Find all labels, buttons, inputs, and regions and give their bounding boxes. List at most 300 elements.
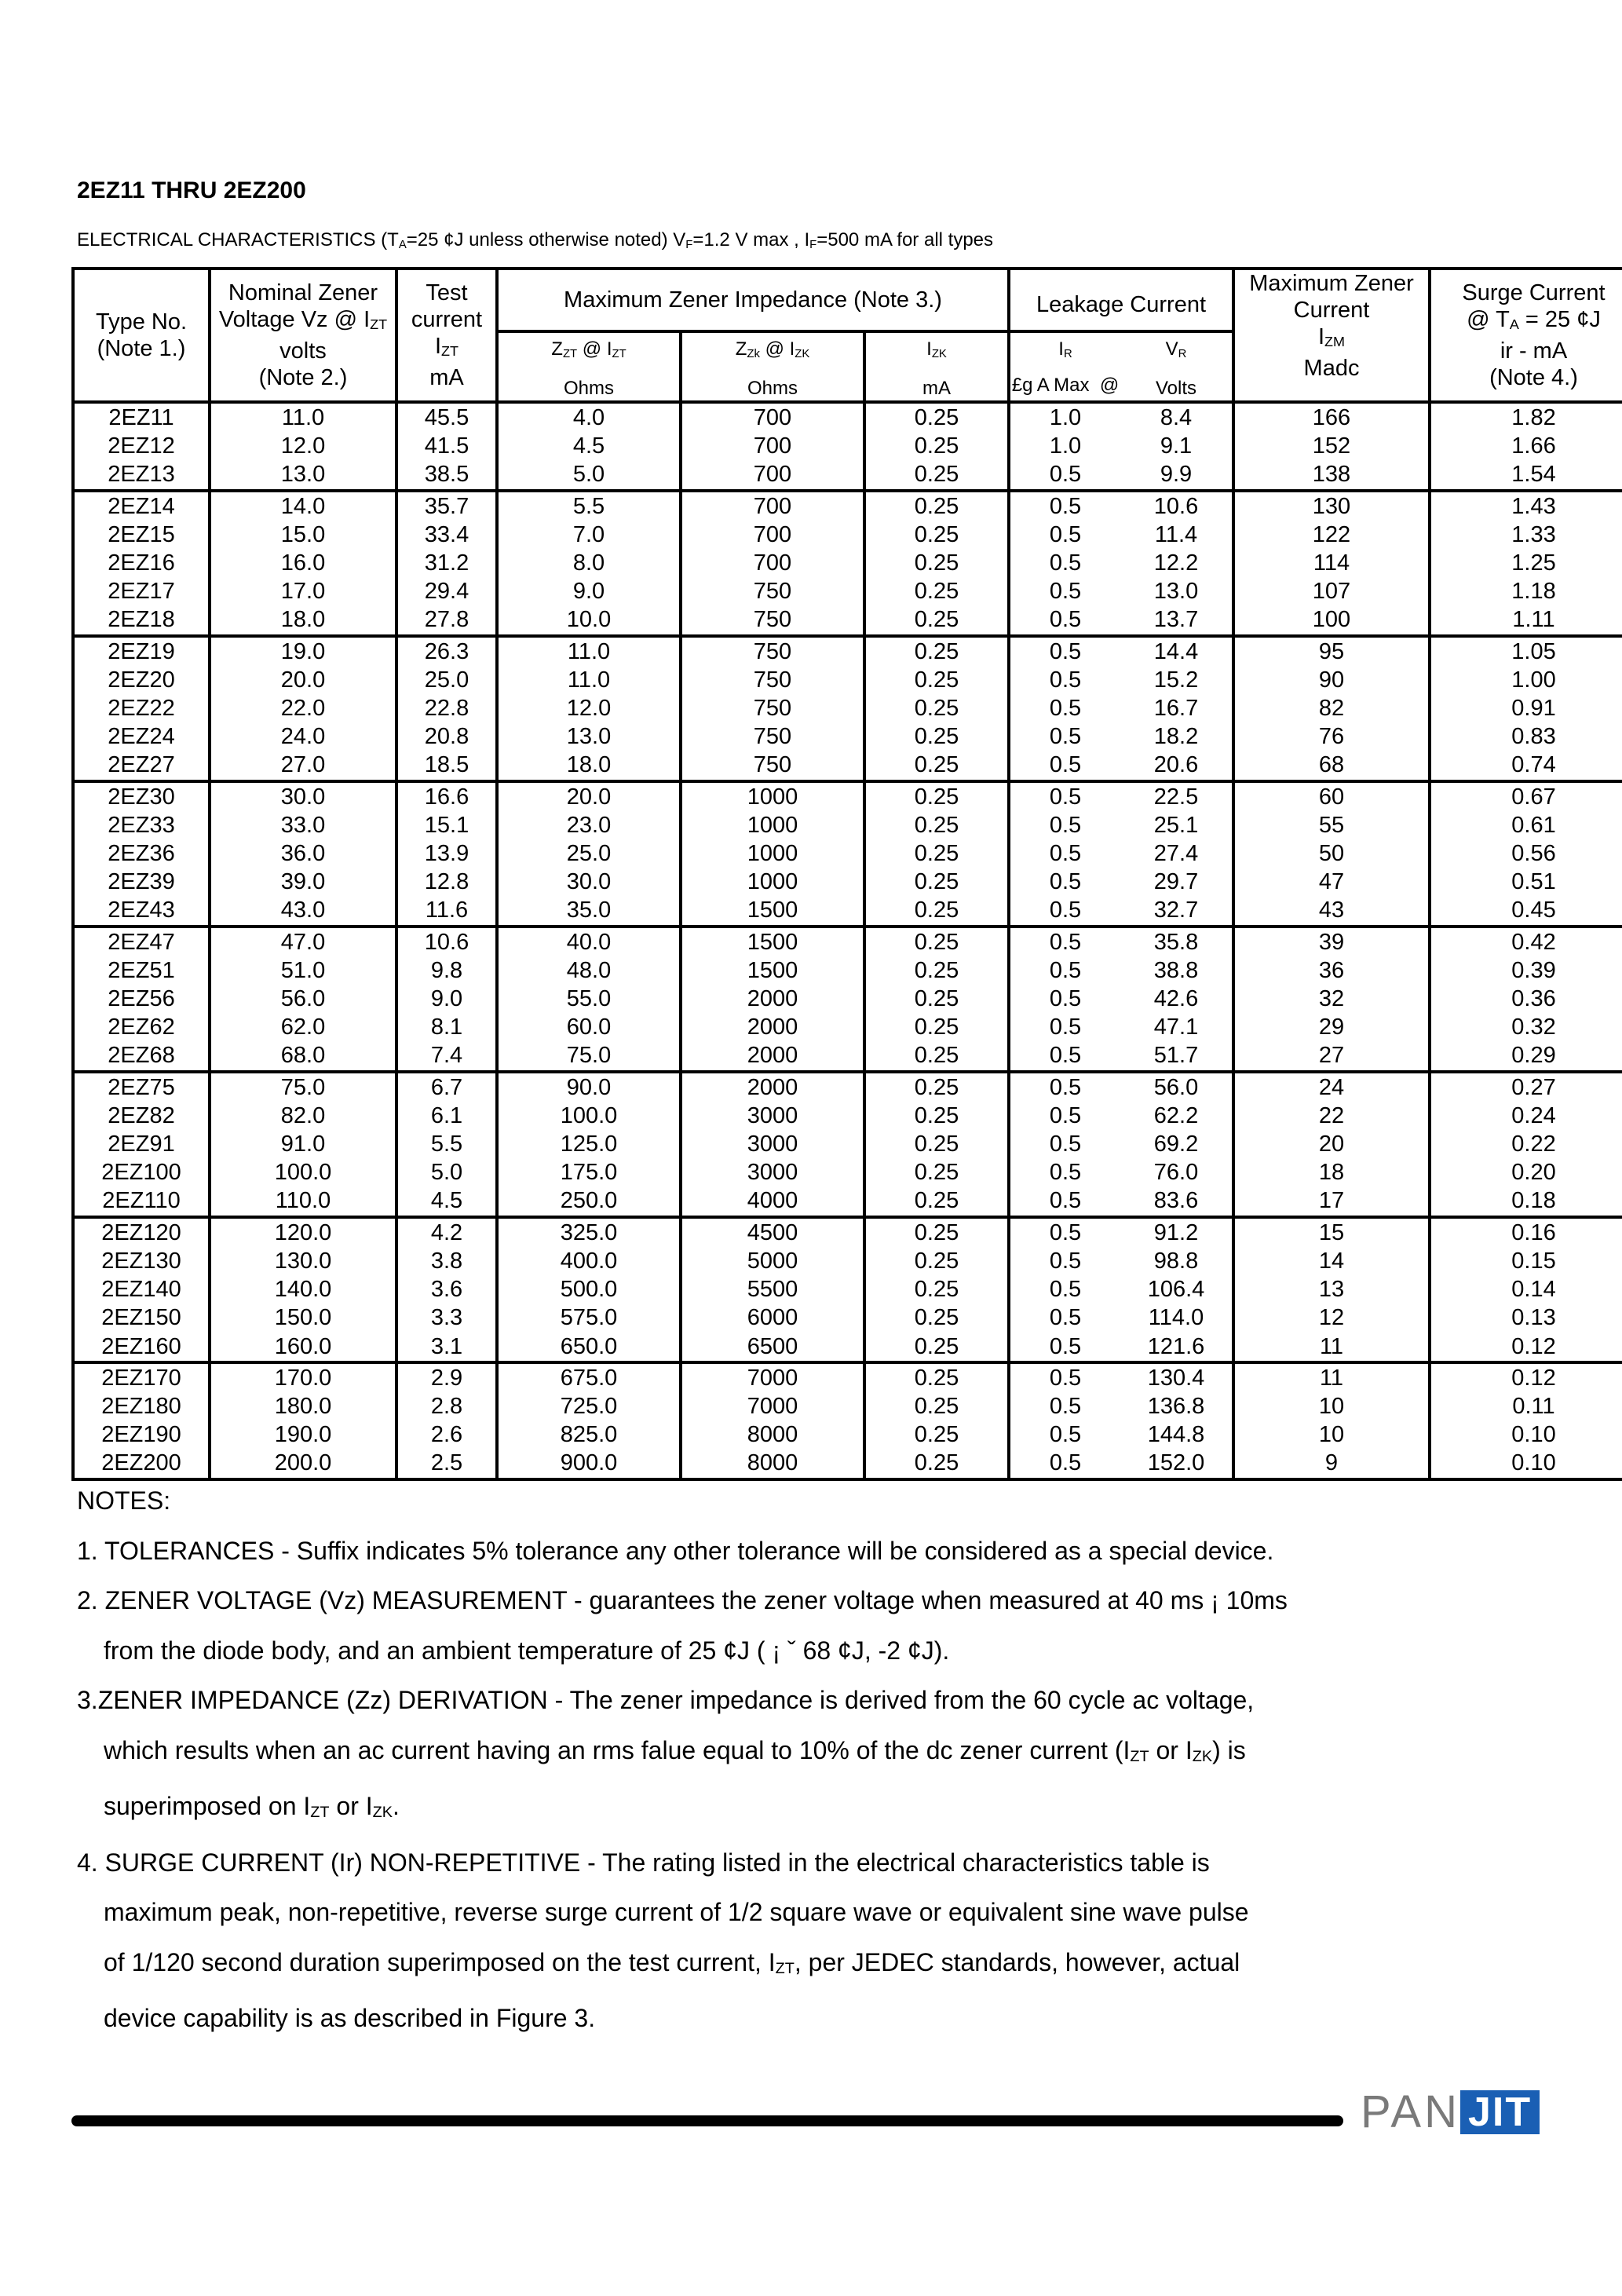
cell-zzt: 7.0 xyxy=(497,521,681,549)
page-title: 2EZ11 THRU 2EZ200 xyxy=(77,177,306,203)
cell-zzk: 1000 xyxy=(681,868,864,896)
cell-zzt: 725.0 xyxy=(497,1392,681,1420)
logo-jit-text: JIT xyxy=(1460,2090,1540,2134)
table-row xyxy=(73,1449,1622,1479)
cell-nominal-voltage: 17.0 xyxy=(210,577,396,605)
cell-test-current: 27.8 xyxy=(396,605,497,635)
cell-ir: 0.5 xyxy=(1009,927,1120,956)
cell-test-current: 3.8 xyxy=(396,1247,497,1275)
cell-nominal-voltage: 180.0 xyxy=(210,1392,396,1420)
cell-izm: 60 xyxy=(1233,781,1430,811)
cell-surge-current: 0.15 xyxy=(1430,1247,1622,1275)
cell-surge-current: 1.33 xyxy=(1430,521,1622,549)
cell-ir: 0.5 xyxy=(1009,839,1120,868)
cell-zzk: 750 xyxy=(681,722,864,751)
cell-nominal-voltage: 51.0 xyxy=(210,956,396,985)
cell-zzk: 5500 xyxy=(681,1275,864,1303)
table-row xyxy=(73,521,1622,549)
cell-zzt: 75.0 xyxy=(497,1041,681,1071)
cell-zzk: 1500 xyxy=(681,956,864,985)
cell-type-no: 2EZ120 xyxy=(73,1217,210,1247)
cell-izk: 0.25 xyxy=(864,956,1009,985)
cell-test-current: 3.1 xyxy=(396,1333,497,1362)
cell-izm: 9 xyxy=(1233,1449,1430,1479)
cell-zzk: 3000 xyxy=(681,1158,864,1186)
cell-izm: 22 xyxy=(1233,1102,1430,1130)
cell-izk: 0.25 xyxy=(864,1362,1009,1392)
cell-zzt: 11.0 xyxy=(497,666,681,694)
cell-test-current: 10.6 xyxy=(396,927,497,956)
cell-test-current: 41.5 xyxy=(396,432,497,460)
cell-izm: 11 xyxy=(1233,1362,1430,1392)
cell-izk: 0.25 xyxy=(864,1420,1009,1449)
table-row xyxy=(73,432,1622,460)
cell-ir: 0.5 xyxy=(1009,1247,1120,1275)
cell-vr: 18.2 xyxy=(1120,722,1233,751)
table-row xyxy=(73,722,1622,751)
cell-test-current: 13.9 xyxy=(396,839,497,868)
cell-izm: 55 xyxy=(1233,811,1430,839)
cell-izm: 36 xyxy=(1233,956,1430,985)
cell-surge-current: 1.82 xyxy=(1430,402,1622,432)
cell-zzk: 1500 xyxy=(681,927,864,956)
cell-test-current: 25.0 xyxy=(396,666,497,694)
cell-zzk: 6500 xyxy=(681,1333,864,1362)
cell-izm: 27 xyxy=(1233,1041,1430,1071)
cell-zzk: 1000 xyxy=(681,781,864,811)
cell-vr: 10.6 xyxy=(1120,491,1233,521)
cell-test-current: 18.5 xyxy=(396,751,497,781)
cell-surge-current: 1.54 xyxy=(1430,460,1622,490)
cell-izm: 100 xyxy=(1233,605,1430,635)
cell-ir: 0.5 xyxy=(1009,1072,1120,1102)
cell-test-current: 38.5 xyxy=(396,460,497,490)
table-row xyxy=(73,811,1622,839)
cell-test-current: 9.0 xyxy=(396,985,497,1013)
cell-type-no: 2EZ36 xyxy=(73,839,210,868)
cell-izm: 10 xyxy=(1233,1420,1430,1449)
cell-surge-current: 0.39 xyxy=(1430,956,1622,985)
table-row xyxy=(73,636,1622,666)
cell-ir: 0.5 xyxy=(1009,985,1120,1013)
cell-zzk: 2000 xyxy=(681,1072,864,1102)
cell-test-current: 3.3 xyxy=(396,1303,497,1332)
cell-surge-current: 0.67 xyxy=(1430,781,1622,811)
cell-vr: 13.7 xyxy=(1120,605,1233,635)
cell-zzt: 30.0 xyxy=(497,868,681,896)
header-type-no: Type No. (Note 1.) xyxy=(73,269,210,402)
cell-zzt: 4.5 xyxy=(497,432,681,460)
note-2-line-2: from the diode body, and an ambient temperature of 25 ¢J ( ¡ ˇ 68 ¢J, -2 ¢J). xyxy=(104,1636,950,1665)
table-row xyxy=(73,1041,1622,1071)
cell-test-current: 7.4 xyxy=(396,1041,497,1071)
cell-izk: 0.25 xyxy=(864,521,1009,549)
cell-izm: 50 xyxy=(1233,839,1430,868)
cell-type-no: 2EZ170 xyxy=(73,1362,210,1392)
cell-zzk: 750 xyxy=(681,751,864,781)
cell-izk: 0.25 xyxy=(864,896,1009,926)
cell-nominal-voltage: 110.0 xyxy=(210,1186,396,1216)
cell-zzk: 2000 xyxy=(681,1041,864,1071)
cell-nominal-voltage: 56.0 xyxy=(210,985,396,1013)
cell-izk: 0.25 xyxy=(864,666,1009,694)
note-4-line-4: device capability is as described in Figure 3. xyxy=(104,2004,596,2032)
electrical-characteristics-table xyxy=(71,267,1622,1481)
note-1: 1. TOLERANCES - Suffix indicates 5% tolerance any other tolerance will be considered as a special device. xyxy=(77,1536,1274,1565)
cell-ir: 0.5 xyxy=(1009,1275,1120,1303)
cell-izk: 0.25 xyxy=(864,1130,1009,1158)
cell-nominal-voltage: 130.0 xyxy=(210,1247,396,1275)
cell-zzt: 48.0 xyxy=(497,956,681,985)
cell-izk: 0.25 xyxy=(864,751,1009,781)
cell-izm: 114 xyxy=(1233,549,1430,577)
cell-nominal-voltage: 13.0 xyxy=(210,460,396,490)
cell-zzk: 7000 xyxy=(681,1392,864,1420)
cell-zzt: 650.0 xyxy=(497,1333,681,1362)
cell-vr: 83.6 xyxy=(1120,1186,1233,1216)
cell-nominal-voltage: 160.0 xyxy=(210,1333,396,1362)
cell-vr: 12.2 xyxy=(1120,549,1233,577)
cell-type-no: 2EZ82 xyxy=(73,1102,210,1130)
logo-pan-text: PAN xyxy=(1361,2086,1460,2137)
note-3-line-3: superimposed on $I_{ZT}$ or $I_{ZK}$. xyxy=(104,1792,400,1821)
table-row xyxy=(73,605,1622,635)
cell-izm: 95 xyxy=(1233,636,1430,666)
cell-ir: 0.5 xyxy=(1009,1449,1120,1479)
cell-test-current: 35.7 xyxy=(396,491,497,521)
note-4-line-1: 4. SURGE CURRENT (Ir) NON-REPETITIVE - The rating listed in the electrical characteristics table is xyxy=(77,1848,1210,1877)
cell-type-no: 2EZ24 xyxy=(73,722,210,751)
cell-test-current: 6.1 xyxy=(396,1102,497,1130)
cell-test-current: 12.8 xyxy=(396,868,497,896)
table-row xyxy=(73,491,1622,521)
cell-zzk: 6000 xyxy=(681,1303,864,1332)
cell-type-no: 2EZ130 xyxy=(73,1247,210,1275)
table-row xyxy=(73,751,1622,781)
cell-type-no: 2EZ100 xyxy=(73,1158,210,1186)
cell-zzk: 750 xyxy=(681,605,864,635)
cell-ir: 1.0 xyxy=(1009,432,1120,460)
cell-zzt: 5.5 xyxy=(497,491,681,521)
table-row xyxy=(73,781,1622,811)
cell-izk: 0.25 xyxy=(864,1041,1009,1071)
cell-vr: 15.2 xyxy=(1120,666,1233,694)
cell-type-no: 2EZ39 xyxy=(73,868,210,896)
cell-test-current: 2.5 xyxy=(396,1449,497,1479)
cell-test-current: 11.6 xyxy=(396,896,497,926)
cell-test-current: 16.6 xyxy=(396,781,497,811)
cell-nominal-voltage: 150.0 xyxy=(210,1303,396,1332)
header-zzt: $Z_{ZT}$ @ $I_{ZT}$ Ohms xyxy=(497,331,681,402)
cell-test-current: 15.1 xyxy=(396,811,497,839)
cell-type-no: 2EZ91 xyxy=(73,1130,210,1158)
cell-ir: 0.5 xyxy=(1009,1186,1120,1216)
cell-izk: 0.25 xyxy=(864,781,1009,811)
cell-nominal-voltage: 120.0 xyxy=(210,1217,396,1247)
cell-vr: 47.1 xyxy=(1120,1013,1233,1041)
cell-izk: 0.25 xyxy=(864,1186,1009,1216)
cell-surge-current: 0.20 xyxy=(1430,1158,1622,1186)
cell-izm: 82 xyxy=(1233,694,1430,722)
table-row xyxy=(73,1420,1622,1449)
table-row xyxy=(73,1303,1622,1332)
cell-surge-current: 0.32 xyxy=(1430,1013,1622,1041)
cell-vr: 29.7 xyxy=(1120,868,1233,896)
cell-zzt: 575.0 xyxy=(497,1303,681,1332)
header-max-zener-current: Maximum Zener Current $I_{ZM}$ Madc xyxy=(1233,269,1430,402)
cell-nominal-voltage: 19.0 xyxy=(210,636,396,666)
cell-type-no: 2EZ110 xyxy=(73,1186,210,1216)
cell-ir: 0.5 xyxy=(1009,666,1120,694)
cell-vr: 144.8 xyxy=(1120,1420,1233,1449)
cell-izk: 0.25 xyxy=(864,927,1009,956)
cell-surge-current: 0.22 xyxy=(1430,1130,1622,1158)
cell-zzt: 5.0 xyxy=(497,460,681,490)
cell-type-no: 2EZ200 xyxy=(73,1449,210,1479)
cell-zzt: 23.0 xyxy=(497,811,681,839)
cell-surge-current: 0.27 xyxy=(1430,1072,1622,1102)
table-row xyxy=(73,927,1622,956)
cell-izk: 0.25 xyxy=(864,839,1009,868)
cell-zzk: 750 xyxy=(681,577,864,605)
cell-ir: 0.5 xyxy=(1009,1333,1120,1362)
cell-surge-current: 0.24 xyxy=(1430,1102,1622,1130)
cell-izm: 39 xyxy=(1233,927,1430,956)
cell-ir: 0.5 xyxy=(1009,811,1120,839)
table-row xyxy=(73,839,1622,868)
cell-zzt: 55.0 xyxy=(497,985,681,1013)
cell-zzk: 8000 xyxy=(681,1449,864,1479)
cell-vr: 9.1 xyxy=(1120,432,1233,460)
cell-izm: 76 xyxy=(1233,722,1430,751)
cell-type-no: 2EZ47 xyxy=(73,927,210,956)
cell-izm: 43 xyxy=(1233,896,1430,926)
cell-type-no: 2EZ18 xyxy=(73,605,210,635)
cell-nominal-voltage: 91.0 xyxy=(210,1130,396,1158)
table-row xyxy=(73,985,1622,1013)
cell-type-no: 2EZ14 xyxy=(73,491,210,521)
cell-zzt: 10.0 xyxy=(497,605,681,635)
cell-vr: 136.8 xyxy=(1120,1392,1233,1420)
cell-izk: 0.25 xyxy=(864,549,1009,577)
cell-zzt: 40.0 xyxy=(497,927,681,956)
cell-izm: 10 xyxy=(1233,1392,1430,1420)
cell-surge-current: 1.00 xyxy=(1430,666,1622,694)
electrical-characteristics-caption: ELECTRICAL CHARACTERISTICS ($T_A=25$ ¢J unless otherwise noted) $V_F=1.2$ V max , $I_F=500$ mA for all types xyxy=(77,229,994,251)
cell-vr: 20.6 xyxy=(1120,751,1233,781)
cell-izm: 122 xyxy=(1233,521,1430,549)
cell-zzk: 1000 xyxy=(681,839,864,868)
table-row xyxy=(73,1247,1622,1275)
cell-vr: 38.8 xyxy=(1120,956,1233,985)
cell-nominal-voltage: 33.0 xyxy=(210,811,396,839)
cell-nominal-voltage: 36.0 xyxy=(210,839,396,868)
cell-vr: 11.4 xyxy=(1120,521,1233,549)
table-row xyxy=(73,1275,1622,1303)
cell-zzt: 9.0 xyxy=(497,577,681,605)
cell-ir: 0.5 xyxy=(1009,1217,1120,1247)
cell-type-no: 2EZ33 xyxy=(73,811,210,839)
cell-nominal-voltage: 22.0 xyxy=(210,694,396,722)
cell-zzk: 750 xyxy=(681,636,864,666)
cell-izm: 20 xyxy=(1233,1130,1430,1158)
cell-zzk: 700 xyxy=(681,460,864,490)
cell-type-no: 2EZ180 xyxy=(73,1392,210,1420)
table-row xyxy=(73,1158,1622,1186)
table-row xyxy=(73,666,1622,694)
header-leakage-current: Leakage Current xyxy=(1009,269,1233,331)
cell-zzk: 750 xyxy=(681,666,864,694)
cell-test-current: 9.8 xyxy=(396,956,497,985)
cell-izk: 0.25 xyxy=(864,1392,1009,1420)
cell-surge-current: 1.66 xyxy=(1430,432,1622,460)
cell-surge-current: 0.56 xyxy=(1430,839,1622,868)
cell-type-no: 2EZ160 xyxy=(73,1333,210,1362)
cell-surge-current: 0.74 xyxy=(1430,751,1622,781)
cell-nominal-voltage: 14.0 xyxy=(210,491,396,521)
cell-vr: 130.4 xyxy=(1120,1362,1233,1392)
cell-ir: 0.5 xyxy=(1009,491,1120,521)
cell-zzk: 4500 xyxy=(681,1217,864,1247)
cell-zzk: 1000 xyxy=(681,811,864,839)
cell-test-current: 20.8 xyxy=(396,722,497,751)
cell-zzk: 4000 xyxy=(681,1186,864,1216)
cell-zzk: 1500 xyxy=(681,896,864,926)
cell-test-current: 33.4 xyxy=(396,521,497,549)
cell-zzt: 500.0 xyxy=(497,1275,681,1303)
cell-izk: 0.25 xyxy=(864,722,1009,751)
cell-type-no: 2EZ20 xyxy=(73,666,210,694)
cell-izm: 12 xyxy=(1233,1303,1430,1332)
cell-type-no: 2EZ62 xyxy=(73,1013,210,1041)
cell-zzk: 700 xyxy=(681,521,864,549)
cell-surge-current: 1.43 xyxy=(1430,491,1622,521)
cell-zzk: 750 xyxy=(681,694,864,722)
cell-test-current: 45.5 xyxy=(396,402,497,432)
cell-izk: 0.25 xyxy=(864,636,1009,666)
cell-vr: 13.0 xyxy=(1120,577,1233,605)
cell-nominal-voltage: 15.0 xyxy=(210,521,396,549)
cell-nominal-voltage: 140.0 xyxy=(210,1275,396,1303)
cell-izk: 0.25 xyxy=(864,1303,1009,1332)
cell-izm: 15 xyxy=(1233,1217,1430,1247)
cell-ir: 0.5 xyxy=(1009,868,1120,896)
table-body xyxy=(73,402,1622,1479)
cell-izm: 11 xyxy=(1233,1333,1430,1362)
footer-rule xyxy=(71,2115,1343,2126)
cell-zzt: 20.0 xyxy=(497,781,681,811)
cell-izm: 130 xyxy=(1233,491,1430,521)
cell-vr: 8.4 xyxy=(1120,402,1233,432)
cell-vr: 27.4 xyxy=(1120,839,1233,868)
cell-izm: 24 xyxy=(1233,1072,1430,1102)
cell-vr: 152.0 xyxy=(1120,1449,1233,1479)
cell-zzt: 90.0 xyxy=(497,1072,681,1102)
cell-zzk: 700 xyxy=(681,432,864,460)
cell-vr: 69.2 xyxy=(1120,1130,1233,1158)
cell-zzk: 3000 xyxy=(681,1130,864,1158)
cell-type-no: 2EZ75 xyxy=(73,1072,210,1102)
cell-izm: 29 xyxy=(1233,1013,1430,1041)
cell-ir: 0.5 xyxy=(1009,577,1120,605)
cell-vr: 62.2 xyxy=(1120,1102,1233,1130)
cell-type-no: 2EZ140 xyxy=(73,1275,210,1303)
cell-surge-current: 0.10 xyxy=(1430,1449,1622,1479)
cell-vr: 16.7 xyxy=(1120,694,1233,722)
cell-ir: 0.5 xyxy=(1009,751,1120,781)
cell-izm: 90 xyxy=(1233,666,1430,694)
cell-surge-current: 0.13 xyxy=(1430,1303,1622,1332)
cell-zzt: 825.0 xyxy=(497,1420,681,1449)
cell-type-no: 2EZ150 xyxy=(73,1303,210,1332)
cell-type-no: 2EZ56 xyxy=(73,985,210,1013)
cell-izk: 0.25 xyxy=(864,491,1009,521)
table-row xyxy=(73,1072,1622,1102)
cell-zzt: 8.0 xyxy=(497,549,681,577)
cell-test-current: 4.2 xyxy=(396,1217,497,1247)
cell-surge-current: 1.11 xyxy=(1430,605,1622,635)
cell-zzk: 7000 xyxy=(681,1362,864,1392)
cell-vr: 9.9 xyxy=(1120,460,1233,490)
table-row xyxy=(73,549,1622,577)
cell-zzk: 2000 xyxy=(681,985,864,1013)
cell-test-current: 2.9 xyxy=(396,1362,497,1392)
notes-heading: NOTES: xyxy=(77,1486,171,1515)
cell-surge-current: 0.29 xyxy=(1430,1041,1622,1071)
note-3-line-1: 3.ZENER IMPEDANCE (Zz) DERIVATION - The zener impedance is derived from the 60 cycle ac voltage, xyxy=(77,1686,1255,1714)
cell-ir: 0.5 xyxy=(1009,1420,1120,1449)
cell-nominal-voltage: 170.0 xyxy=(210,1362,396,1392)
cell-type-no: 2EZ16 xyxy=(73,549,210,577)
header-test-current: Test current $I_{ZT}$ mA xyxy=(396,269,497,402)
header-surge-current: Surge Current @ $T_A = 25$ ¢J ir - mA (Note 4.) xyxy=(1430,269,1622,402)
cell-nominal-voltage: 18.0 xyxy=(210,605,396,635)
cell-ir: 0.5 xyxy=(1009,1041,1120,1071)
cell-izk: 0.25 xyxy=(864,1217,1009,1247)
cell-ir: 0.5 xyxy=(1009,521,1120,549)
cell-surge-current: 0.14 xyxy=(1430,1275,1622,1303)
cell-izm: 138 xyxy=(1233,460,1430,490)
cell-vr: 25.1 xyxy=(1120,811,1233,839)
cell-izm: 13 xyxy=(1233,1275,1430,1303)
cell-type-no: 2EZ13 xyxy=(73,460,210,490)
cell-ir: 0.5 xyxy=(1009,1130,1120,1158)
cell-zzt: 100.0 xyxy=(497,1102,681,1130)
cell-izm: 68 xyxy=(1233,751,1430,781)
cell-type-no: 2EZ190 xyxy=(73,1420,210,1449)
cell-izm: 152 xyxy=(1233,432,1430,460)
cell-ir: 0.5 xyxy=(1009,549,1120,577)
table-row xyxy=(73,1333,1622,1362)
cell-surge-current: 0.18 xyxy=(1430,1186,1622,1216)
cell-type-no: 2EZ11 xyxy=(73,402,210,432)
cell-ir: 0.5 xyxy=(1009,694,1120,722)
cell-zzk: 3000 xyxy=(681,1102,864,1130)
cell-ir: 0.5 xyxy=(1009,1392,1120,1420)
cell-izk: 0.25 xyxy=(864,1013,1009,1041)
cell-test-current: 31.2 xyxy=(396,549,497,577)
cell-test-current: 5.0 xyxy=(396,1158,497,1186)
cell-izk: 0.25 xyxy=(864,1158,1009,1186)
note-2-line-1: 2. ZENER VOLTAGE (Vz) MEASUREMENT - guarantees the zener voltage when measured at 40 ms ¡ 10ms xyxy=(77,1586,1288,1614)
cell-surge-current: 1.05 xyxy=(1430,636,1622,666)
cell-izm: 47 xyxy=(1233,868,1430,896)
cell-surge-current: 0.36 xyxy=(1430,985,1622,1013)
table-row xyxy=(73,1186,1622,1216)
cell-nominal-voltage: 43.0 xyxy=(210,896,396,926)
cell-nominal-voltage: 100.0 xyxy=(210,1158,396,1186)
cell-surge-current: 0.16 xyxy=(1430,1217,1622,1247)
